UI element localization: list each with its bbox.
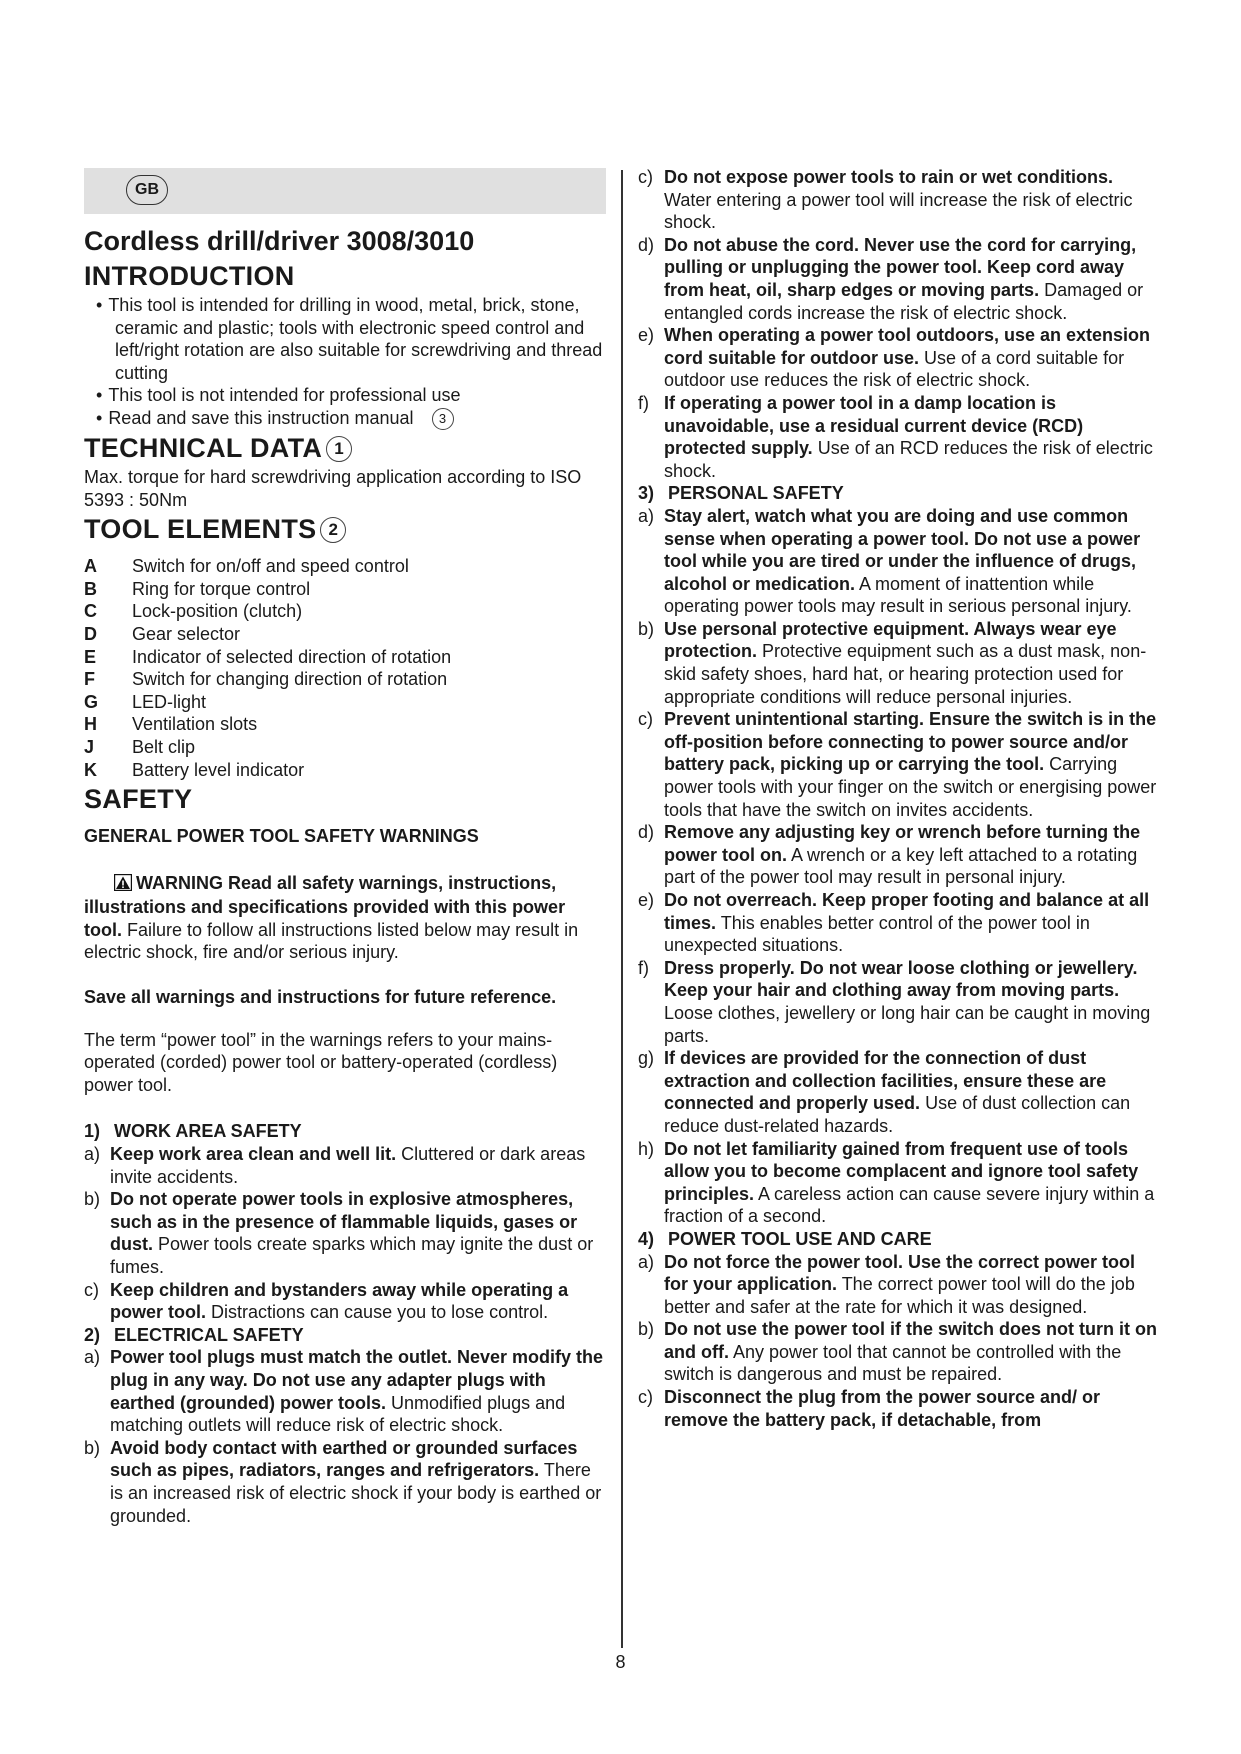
- list-item: E Indicator of selected direction of rotation: [84, 646, 452, 667]
- technical-data-heading: TECHNICAL DATA 1: [84, 430, 606, 466]
- list-item: K Battery level indicator: [84, 759, 305, 780]
- list-item: b) Do not operate power tools in explosive atmospheres, such as in the presence of flammable liquids, gases or dust. Power tools create sparks which may ignite the dust or fumes.: [84, 1189, 594, 1277]
- list-item: e) When operating a power tool outdoors, use an extension cord suitable for outdoor use. Use of a cord suitable for outdoor use reduces the risk of electric shock.: [638, 325, 1151, 391]
- list-item: • Read and save this instruction manual 3: [84, 407, 606, 430]
- list-item: c) Do not expose power tools to rain or wet conditions. Water entering a power tool will increase the risk of electric shock.: [638, 167, 1133, 233]
- list-item: J Belt clip: [84, 736, 196, 757]
- technical-data-text: Max. torque for hard screwdriving application according to ISO 5393 : 50Nm: [84, 466, 582, 510]
- page-number: 8: [615, 1652, 626, 1672]
- list-item: a) Power tool plugs must match the outlet. Never modify the plug in any way. Do not use any adapter plugs with earthed (grounded) power tools. Unmodified plugs and matching outlets will reduce risk of electric shock.: [84, 1347, 604, 1436]
- list-item: a) Stay alert, watch what you are doing and use common sense when operating a power tool. Do not use a power tool while you are tired or under the influence of drugs, alcohol or medication. A moment of inattention while operating power tools may result in serious personal injury.: [638, 505, 1141, 617]
- list-item: b) Do not use the power tool if the switch does not turn it on and off. Any power tool that cannot be controlled with the switch is dangerous and must be repaired.: [638, 1319, 1157, 1385]
- figure-ref-1: 1: [326, 436, 352, 462]
- personal-safety-heading: 3) PERSONAL SAFETY: [638, 483, 844, 504]
- list-item: f) Dress properly. Do not wear loose clothing or jewellery. Keep your hair and clothing away from moving parts. Loose clothes, jewellery or long hair can be caught in moving parts.: [638, 957, 1151, 1046]
- introduction-heading: INTRODUCTION: [84, 261, 295, 291]
- introduction-list: [84, 294, 606, 430]
- language-badge: GB: [126, 175, 168, 205]
- list-item: • This tool is intended for drilling in wood, metal, brick, stone, ceramic and plastic; tools with electronic speed control and left/right rotation are also suitable for screwdriving and thread cutting: [84, 294, 606, 384]
- figure-ref-2: 2: [320, 517, 346, 543]
- document-title: Cordless drill/driver 3008/3010: [84, 226, 475, 256]
- list-item: • This tool is not intended for professional use: [84, 384, 606, 407]
- list-item: c) Keep children and bystanders away while operating a power tool. Distractions can cause you to lose control.: [84, 1279, 569, 1323]
- list-item: G LED-light: [84, 691, 207, 712]
- list-item: b) Use personal protective equipment. Always wear eye protection. Protective equipment such as a dust mask, non-skid safety shoes, hard hat, or hearing protection used for appropriate conditions will reduce personal injuries.: [638, 618, 1147, 707]
- list-item: b) Avoid body contact with earthed or grounded surfaces such as pipes, radiators, ranges and refrigerators. There is an increased risk of electric shock if your body is earthed or grounded.: [84, 1437, 602, 1526]
- electrical-safety-heading: 2) ELECTRICAL SAFETY: [84, 1324, 304, 1345]
- warning-icon: [114, 874, 132, 897]
- work-area-heading: 1) WORK AREA SAFETY: [84, 1121, 302, 1142]
- list-item: C Lock-position (clutch): [84, 601, 303, 622]
- left-column: [84, 168, 606, 1527]
- warning-paragraph: WARNING Read all safety warnings, instructions, illustrations and specifications provided with this power tool. Failure to follow all instructions listed below may result in electric shock, fire and/or serious injury.: [84, 872, 579, 963]
- list-item: a) Keep work area clean and well lit. Cluttered or dark areas invite accidents.: [84, 1144, 586, 1187]
- list-item: g) If devices are provided for the connection of dust extraction and collection facilities, ensure these are connected and properly used. Use of dust collection can reduce dust-related hazards.: [638, 1048, 1131, 1136]
- figure-ref-3: 3: [432, 408, 454, 430]
- power-tool-use-heading: 4) POWER TOOL USE AND CARE: [638, 1228, 932, 1249]
- right-column: [638, 166, 1158, 1431]
- safety-heading: SAFETY: [84, 784, 193, 815]
- term-note: The term “power tool” in the warnings refers to your mains-operated (corded) power tool or battery-operated (cordless) power tool.: [84, 1029, 558, 1095]
- tool-elements-list: [84, 555, 606, 781]
- list-item: f) If operating a power tool in a damp location is unavoidable, use a residual current device (RCD) protected supply. Use of an RCD reduces the risk of electric shock.: [638, 392, 1153, 481]
- list-item: B Ring for torque control: [84, 578, 311, 599]
- list-item: c) Disconnect the plug from the power source and/ or remove the battery pack, if detachable, from: [638, 1387, 1101, 1430]
- language-bar: [84, 168, 606, 214]
- list-item: c) Prevent unintentional starting. Ensure the switch is in the off-position before connecting to power source and/or battery pack, picking up or carrying the tool. Carrying power tools with your finger on the switch or energising power tools that have the switch on invites accidents.: [638, 709, 1157, 820]
- safety-subheading: GENERAL POWER TOOL SAFETY WARNINGS: [84, 826, 479, 847]
- list-item: D Gear selector: [84, 623, 241, 644]
- list-item: H Ventilation slots: [84, 714, 258, 735]
- list-item: h) Do not let familiarity gained from frequent use of tools allow you to become complacent and ignore tool safety principles. A careless action can cause severe injury within a fraction of a second.: [638, 1138, 1155, 1227]
- list-item: a) Do not force the power tool. Use the correct power tool for your application. The correct power tool will do the job better and safer at the rate for which it was designed.: [638, 1251, 1136, 1317]
- save-note: Save all warnings and instructions for future reference.: [84, 987, 557, 1008]
- tool-elements-heading: TOOL ELEMENTS 2: [84, 511, 606, 547]
- list-item: d) Remove any adjusting key or wrench before turning the power tool on. A wrench or a key left attached to a rotating part of the power tool may result in personal injury.: [638, 822, 1141, 888]
- list-item: d) Do not abuse the cord. Never use the cord for carrying, pulling or unplugging the power tool. Keep cord away from heat, oil, sharp edges or moving parts. Damaged or entangled cords increase the risk of electric shock.: [638, 234, 1144, 323]
- list-item: e) Do not overreach. Keep proper footing and balance at all times. This enables better control of the power tool in unexpected situations.: [638, 890, 1150, 956]
- column-divider: [621, 170, 623, 1648]
- list-item: F Switch for changing direction of rotation: [84, 669, 448, 690]
- list-item: A Switch for on/off and speed control: [84, 556, 409, 577]
